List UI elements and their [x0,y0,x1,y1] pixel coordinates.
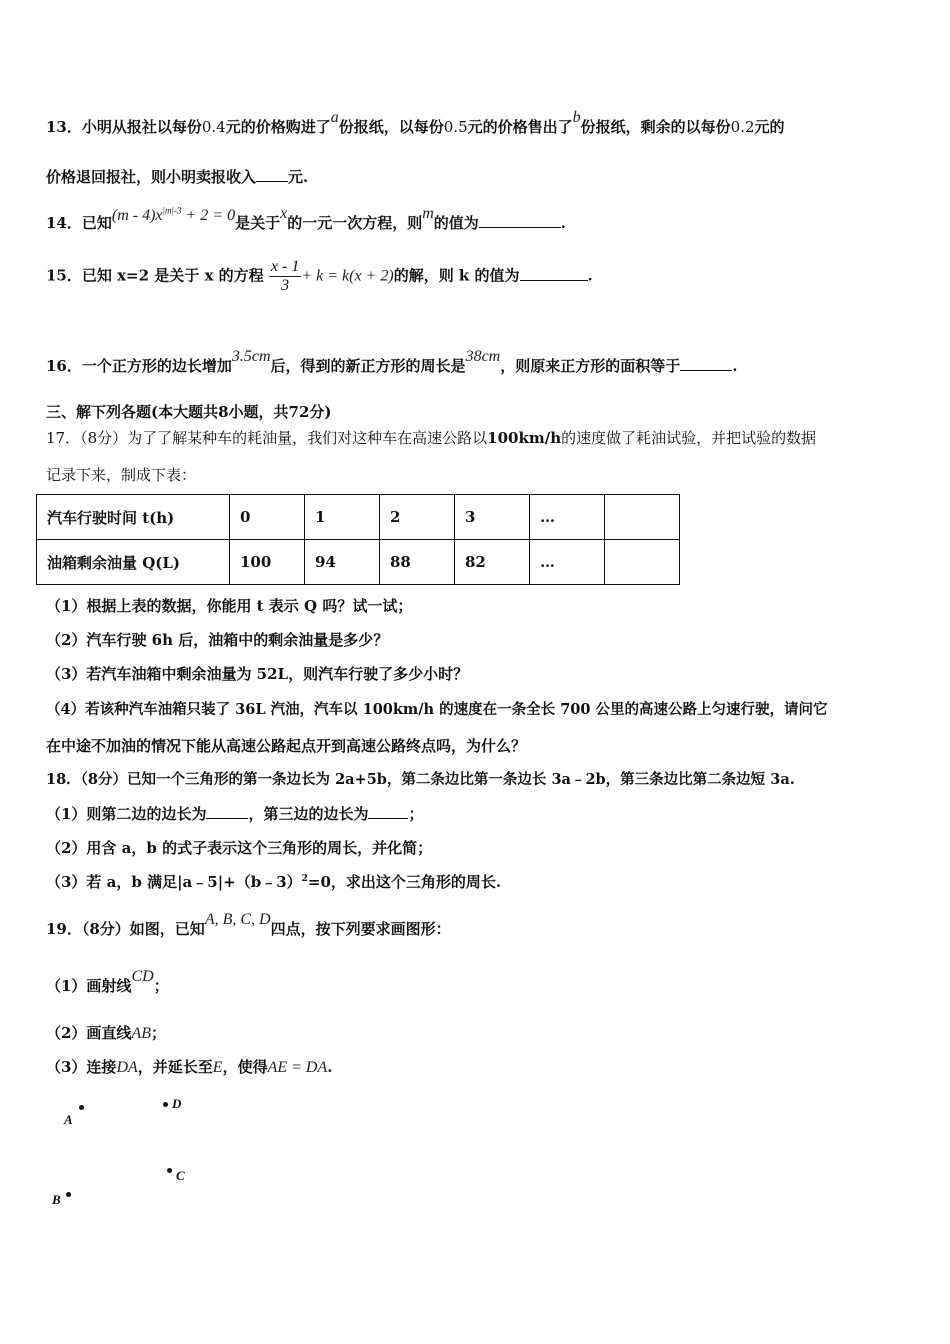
q17-sub2: （2）汽车行驶 6h 后，油箱中的剩余油量是多少？ [46,631,389,649]
fuel-data-table [36,494,680,585]
q13-price1: 0.4 [201,118,226,136]
q19-points: A, B, C, D [204,911,271,928]
q17-sub4-line2: 在中途不加油的情况下能从高速公路起点开到高速公路终点吗，为什么？ [46,737,527,755]
q13-text: 13．小明从报社以每份 [46,118,202,136]
table-cell: 汽车行驶时间 t(h) [37,495,230,540]
q14-equation [112,207,235,224]
q18-exponent: 2 [301,874,308,884]
q16-text: 16．一个正方形的边长增加 [46,357,232,375]
q17-text: 的速度做了耗油试验，并把试验的数据 [561,429,817,447]
table-cell: 88 [380,540,455,585]
q18-sub1 [46,803,423,824]
q14-answer-blank[interactable] [479,226,561,228]
q16-text: ，则原来正方形的面积等于 [500,357,681,375]
q13-line1 [46,109,785,137]
q19-text: （2）画直线 [46,1024,132,1042]
q19-sub2 [46,1022,166,1043]
q16-length-increase: 3.5cm [231,348,271,365]
q15-text: 的解，则 k 的值为 [393,266,520,285]
q14-expr2: + 2 = 0 [185,207,236,224]
q19-equation: AE = DA [267,1059,328,1076]
q18-sub2: （2）用含 a，b 的式子表示这个三角形的周长，并化简； [46,839,433,857]
q19-text: 四点，按下列要求画图形： [270,920,451,938]
q16-answer-blank[interactable] [680,369,732,371]
q19-text: ； [151,1024,167,1042]
q15-numerator: x - 1 [270,258,300,275]
q13-var-a: a [330,109,339,126]
q13-var-b: b [572,109,581,126]
q14-text: . [560,214,567,232]
q14-text: 是关于 [235,214,281,232]
section-heading: 三、解下列各题(本大题共8小题，共72分) [46,403,332,421]
q18-text: ，第三边的边长为 [248,805,369,823]
q13-text: 价格退回报社，则小明卖报收入 [46,168,257,186]
q13-price2: 0.5 [443,118,468,136]
table-cell: 2 [380,495,455,540]
q16-text: 后，得到的新正方形的周长是 [270,357,466,375]
point-d-dot [163,1102,168,1107]
q17-text: 17．（8分）为了了解某种车的耗油量，我们对这种车在高速公路以 [46,429,488,447]
q18-sub3 [46,871,501,892]
q19-text: ，并延长至 [137,1058,213,1076]
q19-ray-cd: CD [131,968,154,985]
q19-sub3 [46,1056,332,1077]
q18-text: （1）则第二边的边长为 [46,805,207,823]
q18-text: =0，求出这个三角形的周长. [307,873,502,891]
table-cell: 100 [230,540,305,585]
q19-text: ； [153,977,169,995]
q13-text: 元的价格售出了 [467,118,573,136]
q14-line [46,205,567,233]
q19-line1 [46,911,451,939]
q17-sub4-line1: （4）若该种汽车油箱只装了 36L 汽油，汽车以 100km/h 的速度在一条全长 700 公里的高速公路上匀速行驶，请问它 [46,701,828,718]
point-b-dot [66,1192,71,1197]
q18-text: ； [408,805,424,823]
q19-text: . [327,1058,333,1076]
q16-perimeter: 38cm [465,348,501,365]
point-c-dot [167,1168,172,1173]
q15-answer-blank[interactable] [520,279,588,281]
q15-fraction [269,258,301,295]
point-c-label: C [176,1168,185,1183]
q14-text: 14．已知 [46,214,112,232]
q15-equation-rest: + k = k(x + 2) [301,267,394,285]
q14-var-x: x [280,205,288,222]
q13-line2 [46,166,308,187]
q14-expr: (m - 4)x [111,207,163,224]
q14-text: 的一元一次方程，则 [287,214,423,232]
table-cell: 油箱剩余油量 Q(L) [37,540,230,585]
q19-segment-da: DA [116,1059,138,1076]
table-cell: 94 [305,540,380,585]
q19-text: ，使得 [222,1058,268,1076]
table-cell: … [530,540,605,585]
point-b-label: B [52,1192,61,1207]
table-cell: 82 [455,540,530,585]
table-row [37,495,680,540]
table-cell: 1 [305,495,380,540]
q18-line1: 18．（8分）已知一个三角形的第一条边长为 2a+5b，第二条边比第一条边长 3a﹣2b，第三条边比第二条边短 3a. [46,771,795,788]
q18-third-side-blank[interactable] [368,817,408,819]
point-a-label: A [64,1112,73,1127]
q15-text: . [587,266,593,285]
q15-denominator: 3 [281,277,290,294]
q19-text: （3）连接 [46,1058,117,1076]
q17-line2: 记录下来，制成下表： [46,466,197,484]
table-cell: … [530,495,605,540]
point-a-dot [79,1105,84,1110]
q19-sub1 [46,968,169,996]
table-cell [605,495,680,540]
q14-var-m: m [422,205,434,222]
table-cell: 0 [230,495,305,540]
q14-exponent: |m|-3 [162,205,182,216]
point-d-label: D [172,1096,182,1111]
q13-text: 份报纸，以每份 [338,118,444,136]
q13-price3: 0.2 [730,118,755,136]
q18-second-side-blank[interactable] [206,817,248,819]
q15-text: 15．已知 x=2 是关于 x 的方程 [46,266,264,285]
q13-answer-blank[interactable] [256,180,288,182]
table-row [37,540,680,585]
table-cell: 3 [455,495,530,540]
q17-sub3: （3）若汽车油箱中剩余油量为 52L，则汽车行驶了多少小时？ [46,665,469,683]
q14-text: 的值为 [433,214,479,232]
table-cell [605,540,680,585]
q13-text: 元. [288,168,309,186]
q19-line-ab: AB [131,1025,151,1042]
q16-line [46,348,738,376]
q19-text: 19．（8分）如图，已知 [46,920,205,938]
q18-text: （3）若 a，b 满足|a﹣5|+（b﹣3） [46,873,302,891]
q17-speed: 100km/h [487,429,562,447]
q19-point-e: E [212,1059,223,1076]
q17-sub1: （1）根据上表的数据，你能用 t 表示 Q 吗？试一试； [46,597,413,615]
q19-text: （1）画射线 [46,977,132,995]
q13-text: 份报纸，剩余的以每份 [580,118,731,136]
q16-text: . [732,357,738,375]
q17-line1 [46,427,816,448]
q15-line [46,258,593,295]
q13-text: 元的价格购进了 [225,118,331,136]
q13-text: 元的 [754,118,785,136]
